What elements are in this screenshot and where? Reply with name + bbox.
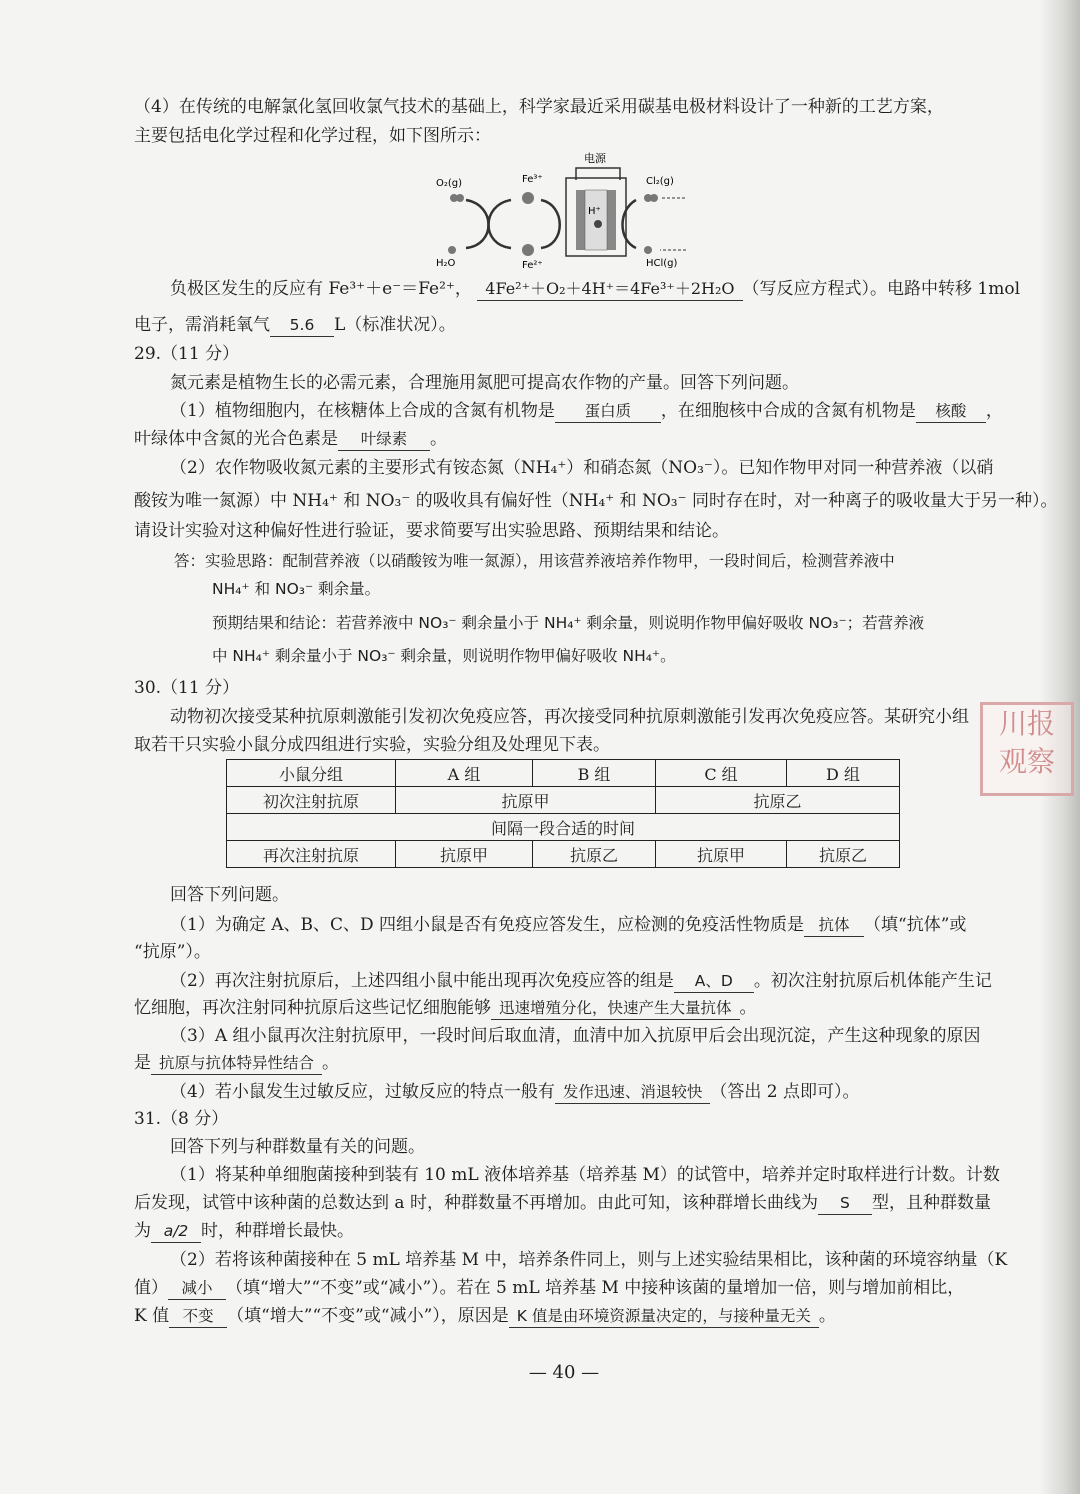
- table-cell: 抗原甲: [396, 841, 533, 868]
- table-row: [227, 760, 900, 787]
- q30-p2-line1: [170, 970, 992, 993]
- q30-p4-b: （答出 2 点即可）。: [710, 1082, 860, 1102]
- q31-p1-2b: 型，且种群数量: [871, 1193, 991, 1213]
- q30-p2-c: 忆细胞，再次注射同种抗原后这些记忆细胞能够: [134, 998, 491, 1018]
- table-row: [227, 814, 900, 841]
- q30-p1-line1: [170, 914, 966, 937]
- q31-p1-line2: [134, 1192, 991, 1215]
- q31-p2-line3: [134, 1305, 836, 1328]
- q29-p1-e: 。: [430, 429, 447, 449]
- q29-answer-nucleic-acid: 核酸: [916, 400, 986, 423]
- q30-p2-a: （2）再次注射抗原后，上述四组小鼠中能出现再次免疫应答的组是: [170, 971, 674, 991]
- q29-p1-a: （1）植物细胞内，在核糖体上合成的含氮有机物是: [170, 401, 555, 421]
- q29-answer-line4: 中 NH₄⁺ 剩余量小于 NO₃⁻ 剩余量，则说明作物甲偏好吸收 NH₄⁺。: [212, 647, 676, 665]
- q31-heading: 31.（8 分）: [134, 1109, 229, 1129]
- q29-heading: 29.（11 分）: [134, 344, 240, 364]
- q30-answer-memory-cells: 迅速增殖分化，快速产生大量抗体: [491, 997, 740, 1020]
- q30-answer-antibody: 抗体: [804, 914, 864, 937]
- q30-after-table: 回答下列问题。: [170, 885, 289, 905]
- q31-p1-line1: （1）将某种单细胞菌接种到装有 10 mL 液体培养基（培养基 M）的试管中，培养并定时取样进行计数。计数: [170, 1165, 1000, 1185]
- q31-p1-3b: 时，种群增长最快。: [201, 1221, 354, 1241]
- q29-p1-line2: [134, 428, 447, 451]
- q31-p2-2a: 值）: [134, 1278, 168, 1298]
- q28-line3-suffix: （写反应方程式）。电路中转移 1mol: [742, 279, 1021, 299]
- q28-equation-line: [170, 278, 1020, 301]
- q30-p4-a: （4）若小鼠发生过敏反应，过敏反应的特点一般有: [170, 1082, 555, 1102]
- o2-label: O₂(g): [436, 178, 463, 189]
- q31-answer-curve: S: [818, 1192, 872, 1215]
- hplus-label: H⁺: [588, 206, 601, 217]
- q31-p2-line1: （2）若将该种菌接种在 5 mL 培养基 M 中，培养条件同上，则与上述实验结果相比，该种菌的环境容纳量（K: [170, 1250, 1008, 1270]
- electrode-left: [576, 190, 585, 250]
- table-cell: 抗原甲: [656, 841, 787, 868]
- q30-heading: 30.（11 分）: [134, 678, 240, 698]
- q31-p2-3c: 。: [818, 1306, 836, 1326]
- cl2-label: Cl₂(g): [646, 176, 674, 187]
- table-row: [227, 841, 900, 868]
- table-cell: 再次注射抗原: [227, 841, 396, 868]
- q29-p1-line1: [170, 400, 1003, 423]
- q31-p1-3a: 为: [134, 1221, 151, 1241]
- q30-intro-line2: 取若干只实验小鼠分成四组进行实验，实验分组及处理见下表。: [134, 735, 610, 755]
- electrode-right: [607, 190, 616, 250]
- table-row: [227, 787, 900, 814]
- q28-eq1: Fe³⁺＋e⁻＝Fe²⁺，: [328, 279, 472, 299]
- q29-answer-protein: 蛋白质: [555, 400, 661, 423]
- q30-p2-line2: [134, 997, 757, 1020]
- mouse-group-table: [226, 759, 900, 868]
- table-header-group: 小鼠分组: [227, 760, 396, 787]
- q31-p1-2a: 后发现，试管中该种菌的总数达到 a 时，种群数量不再增加。由此可知，该种群增长曲线为: [134, 1193, 818, 1213]
- q30-answer-groups: A、D: [674, 970, 754, 993]
- q28-line4-suffix: L（标准状况）。: [334, 315, 456, 335]
- q30-p4: [170, 1081, 859, 1104]
- page-number: — 40 —: [528, 1362, 600, 1383]
- q30-intro-line1: 动物初次接受某种抗原刺激能引发初次免疫应答，再次接受同种抗原刺激能引发再次免疫应答。某研究小组: [170, 707, 969, 727]
- electrochem-diagram: [436, 150, 696, 270]
- q28-eq2-answer: 4Fe²⁺＋O₂＋4H⁺＝4Fe³⁺＋2H₂O: [477, 278, 742, 301]
- q31-p2-3a: K 值: [134, 1306, 170, 1326]
- watermark-stamp: [980, 702, 1074, 796]
- q29-p1-c: ，: [985, 401, 1003, 421]
- table-cell: 抗原乙: [533, 841, 656, 868]
- q30-p3-b: 是: [134, 1053, 151, 1073]
- q30-p2-b: 。初次注射抗原后机体能产生记: [753, 971, 992, 991]
- membrane: [585, 190, 607, 250]
- q28-line4-prefix: 电子，需消耗氧气: [134, 315, 270, 335]
- table-header-c: C 组: [656, 760, 787, 787]
- stamp-line1: 川报: [998, 707, 1055, 740]
- table-header-d: D 组: [787, 760, 900, 787]
- q29-p2-line2: 酸铵为唯一氮源）中 NH₄⁺ 和 NO₃⁻ 的吸收具有偏好性（NH₄⁺ 和 NO₃⁻ 同时存在时，对一种离子的吸收量大于另一种）。: [134, 491, 1058, 511]
- q29-p2-line1: （2）农作物吸收氮元素的主要形式有铵态氮（NH₄⁺）和硝态氮（NO₃⁻）。已知作物甲对同一种营养液（以硝: [170, 458, 994, 478]
- q28-line3-prefix: 负极区发生的反应有: [170, 279, 329, 299]
- q31-answer-half-a: a/2: [151, 1220, 201, 1243]
- q30-p3-line1: （3）A 组小鼠再次注射抗原甲，一段时间后取血清，血清中加入抗原甲后会出现沉淀，产生这种现象的原因: [170, 1026, 981, 1046]
- q30-p1-line2: “抗原”）。: [134, 942, 211, 962]
- q29-answer-line2: NH₄⁺ 和 NO₃⁻ 剩余量。: [212, 580, 381, 598]
- q28-intro-line2: 主要包括电化学过程和化学过程，如下图所示：: [134, 126, 491, 146]
- stamp-line2: 观察: [998, 745, 1055, 778]
- q30-p3-line2: [134, 1052, 339, 1075]
- q30-answer-allergy: 发作迅速、消退较快: [555, 1081, 711, 1104]
- q31-answer-reason: K 值是由环境资源量决定的，与接种量无关: [509, 1305, 819, 1328]
- q30-p1-a: （1）为确定 A、B、C、D 四组小鼠是否有免疫应答发生，应检测的免疫活性物质是: [170, 915, 805, 935]
- q30-p3-c: 。: [322, 1053, 340, 1073]
- q28-intro-line1: （4）在传统的电解氯化氢回收氯气技术的基础上，科学家最近采用碳基电极材料设计了一种新的工艺方案，: [134, 97, 944, 117]
- q31-p2-3b: （填“增大”“不变”或“减小”），原因是: [227, 1306, 509, 1326]
- table-cell: 抗原乙: [656, 787, 900, 814]
- q31-p1-line3: [134, 1220, 354, 1243]
- q31-p2-line2: [134, 1277, 964, 1300]
- q29-answer-line1: 答：实验思路：配制营养液（以硝酸铵为唯一氮源），用该营养液培养作物甲，一段时间后，检测营养液中: [174, 552, 895, 570]
- q29-intro: 氮元素是植物生长的必需元素，合理施用氮肥可提高农作物的产量。回答下列问题。: [170, 373, 799, 393]
- q28-oxygen-answer: 5.6: [270, 314, 334, 337]
- q29-p1-b: ，在细胞核中合成的含氮有机物是: [660, 401, 916, 421]
- q30-p2-d: 。: [739, 998, 757, 1018]
- arrow-o2-h2o: [466, 200, 489, 248]
- h2o-label: H₂O: [436, 258, 456, 269]
- hcl-label: HCl(g): [646, 258, 678, 269]
- q31-answer-unchanged: 不变: [169, 1305, 227, 1328]
- power-label: 电源: [584, 152, 606, 165]
- table-header-a: A 组: [396, 760, 533, 787]
- fe2-label: Fe²⁺: [522, 260, 543, 270]
- table-header-b: B 组: [533, 760, 656, 787]
- table-cell: 抗原乙: [787, 841, 900, 868]
- table-cell: 初次注射抗原: [227, 787, 396, 814]
- q30-p1-b: （填“抗体”或: [864, 915, 967, 935]
- q29-answer-line3: 预期结果和结论：若营养液中 NO₃⁻ 剩余量小于 NH₄⁺ 剩余量，则说明作物甲偏好吸收 NO₃⁻；若营养液: [212, 614, 925, 632]
- q29-p2-line3: 请设计实验对这种偏好性进行验证，要求简要写出实验思路、预期结果和结论。: [134, 521, 729, 541]
- q31-intro: 回答下列与种群数量有关的问题。: [170, 1137, 425, 1157]
- q31-answer-capacity: 减小: [168, 1277, 226, 1300]
- q29-answer-chlorophyll: 叶绿素: [338, 428, 430, 451]
- fe3-label: Fe³⁺: [522, 174, 543, 185]
- q30-answer-precipitation: 抗原与抗体特异性结合: [151, 1052, 322, 1075]
- q31-p2-2b: （填“增大”“不变”或“减小”）。若在 5 mL 培养基 M 中接种该菌的量增加一倍，则与增加前相比，: [226, 1278, 965, 1298]
- table-cell: 间隔一段合适的时间: [227, 814, 900, 841]
- q28-oxygen-line: [134, 314, 456, 337]
- table-cell: 抗原甲: [396, 787, 656, 814]
- q29-p1-d: 叶绿体中含氮的光合色素是: [134, 429, 338, 449]
